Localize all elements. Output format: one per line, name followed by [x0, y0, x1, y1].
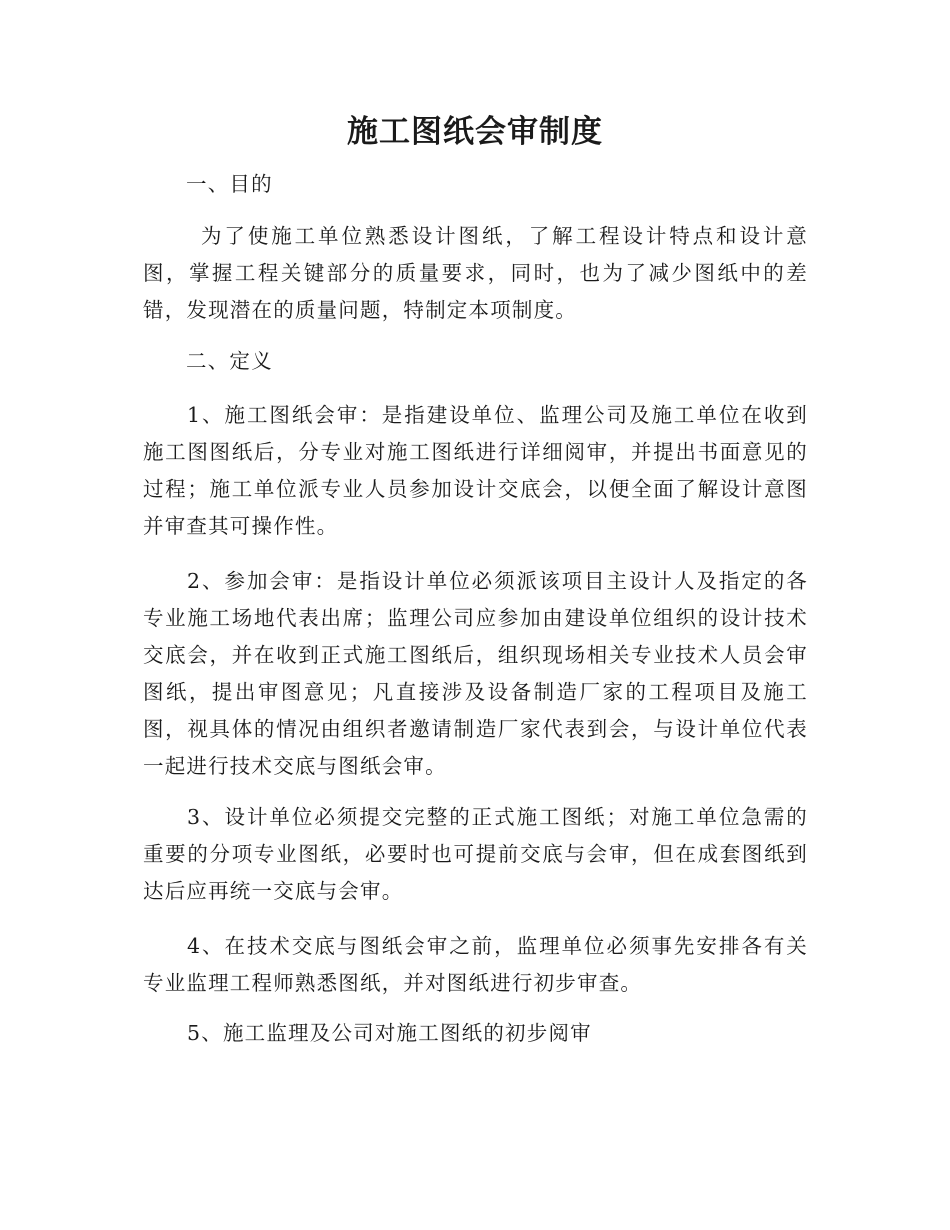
definition-item-2: 2、参加会审：是指设计单位必须派该项目主设计人及指定的各专业施工场地代表出席；监理公司应参加由建设单位组织的设计技术交底会，并在收到正式施工图纸后，组织现场相关专业技术人员会审图纸，提出审图意见；凡直接涉及设备制造厂家的工程项目及施工图，视具体的情况由组织者邀请制造厂家代表到会，与设计单位代表一起进行技术交底与图纸会审。 [143, 569, 808, 778]
section-heading-purpose: 一、目的 [186, 172, 273, 196]
definition-item-5: 5、施工监理及公司对施工图纸的初步阅审 [187, 1021, 592, 1045]
definition-item-3: 3、设计单位必须提交完整的正式施工图纸；对施工单位急需的重要的分项专业图纸，必要时也可提前交底与会审，但在成套图纸到达后应再统一交底与会审。 [143, 805, 808, 903]
definition-item-4: 4、在技术交底与图纸会审之前，监理单位必须事先安排各有关专业监理工程师熟悉图纸，并对图纸进行初步审查。 [143, 934, 808, 995]
document-title: 施工图纸会审制度 [347, 114, 603, 150]
purpose-paragraph: 为了使施工单位熟悉设计图纸，了解工程设计特点和设计意图，掌握工程关键部分的质量要求，同时，也为了减少图纸中的差错，发现潜在的质量问题，特制定本项制度。 [143, 224, 808, 322]
definition-item-1: 1、施工图纸会审：是指建设单位、监理公司及施工单位在收到施工图图纸后，分专业对施工图纸进行详细阅审，并提出书面意见的过程；施工单位派专业人员参加设计交底会，以便全面了解设计意图并审查其可操作性。 [143, 403, 808, 538]
section-heading-definition: 二、定义 [186, 349, 273, 373]
